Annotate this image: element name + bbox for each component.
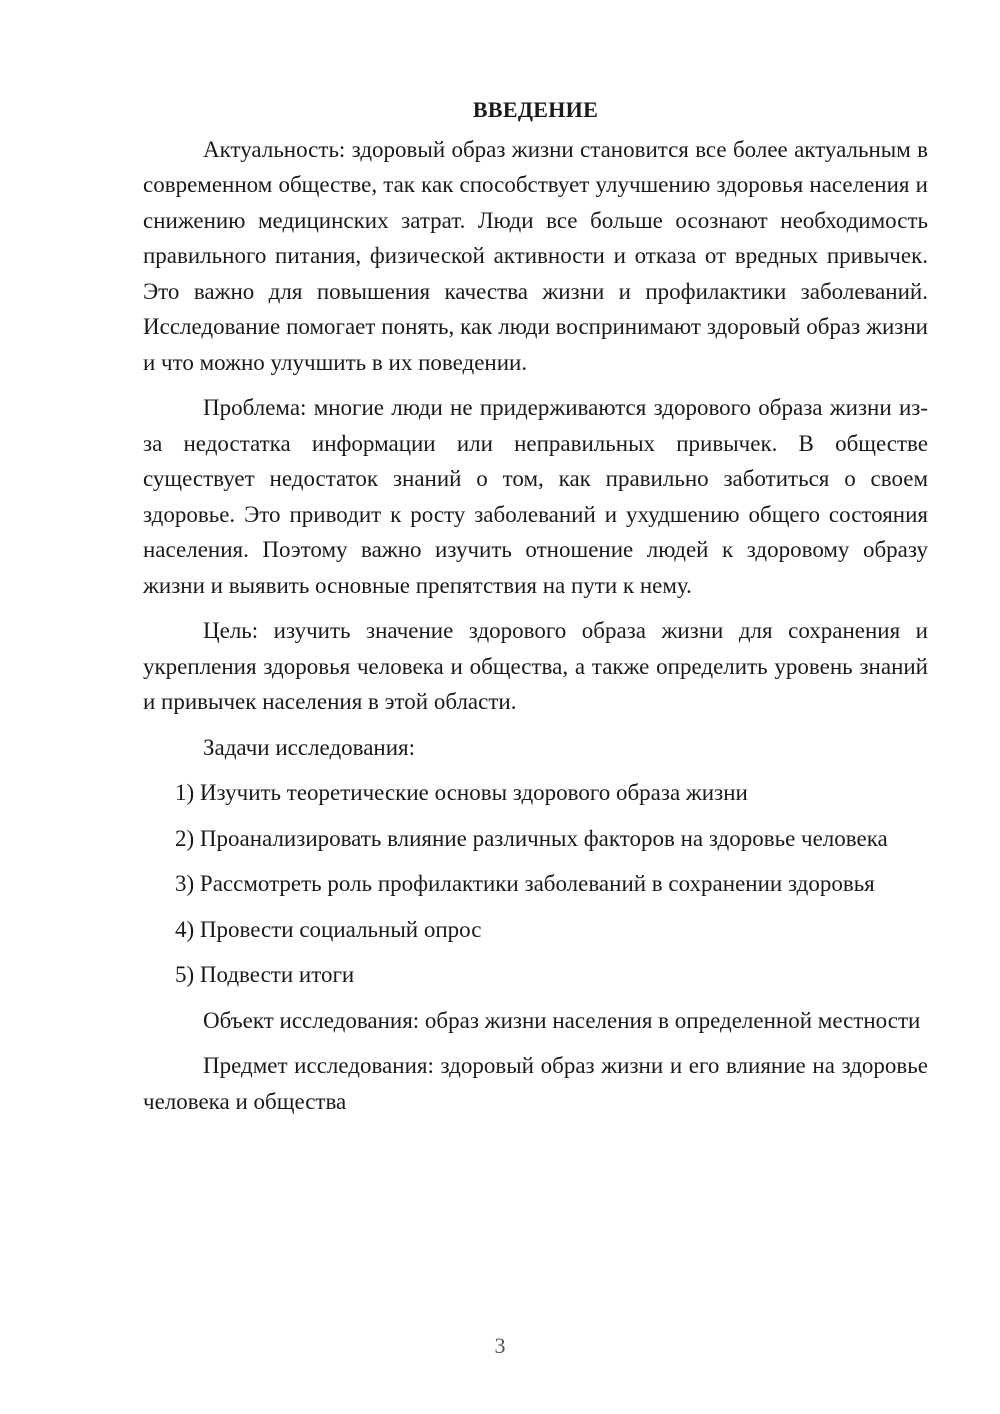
tasks-heading: Задачи исследования: <box>203 734 416 760</box>
document-page <box>143 92 928 1129</box>
paragraph-relevance: Актуальность: здоровый образ жизни становится все более актуальным в современном обществе, так как способствует улучшению здоровья населения и снижению медицинских затрат. Люди все больше осознают необходимость правильного питания, физической активности и отказа от вредных привычек. Это важно для повышения качества жизни и профилактики заболеваний. Исследование помогает понять, как люди воспринимают здоровый образ жизни и что можно улучшить в их поведении. <box>143 136 928 375</box>
task-item-5: 5) Подвести итоги <box>175 962 355 987</box>
section-heading: ВВЕДЕНИЕ <box>472 97 599 122</box>
task-item-1: 1) Изучить теоретические основы здорового образа жизни <box>175 780 748 805</box>
task-item-3: 3) Рассмотреть роль профилактики заболеваний в сохранении здоровья <box>175 871 875 896</box>
paragraph-goal: Цель: изучить значение здорового образа жизни для сохранения и укрепления здоровья человека и общества, а также определить уровень знаний и привычек населения в этой области. <box>143 618 928 714</box>
page-number: 3 <box>494 1333 506 1358</box>
task-item-2: 2) Проанализировать влияние различных факторов на здоровье человека <box>175 825 888 851</box>
task-item-4: 4) Провести социальный опрос <box>175 916 482 942</box>
paragraph-subject: Предмет исследования: здоровый образ жизни и его влияние на здоровье человека и общества <box>143 1053 928 1114</box>
paragraph-object: Объект исследования: образ жизни населения в определенной местности <box>203 1007 921 1033</box>
paragraph-problem: Проблема: многие люди не придерживаются здорового образа жизни из-за недостатка информации или неправильных привычек. В обществе существует недостаток знаний о том, как правильно заботиться о своем здоровье. Это приводит к росту заболеваний и ухудшению общего состояния населения. Поэтому важно изучить отношение людей к здоровому образу жизни и выявить основные препятствия на пути к нему. <box>143 395 928 598</box>
